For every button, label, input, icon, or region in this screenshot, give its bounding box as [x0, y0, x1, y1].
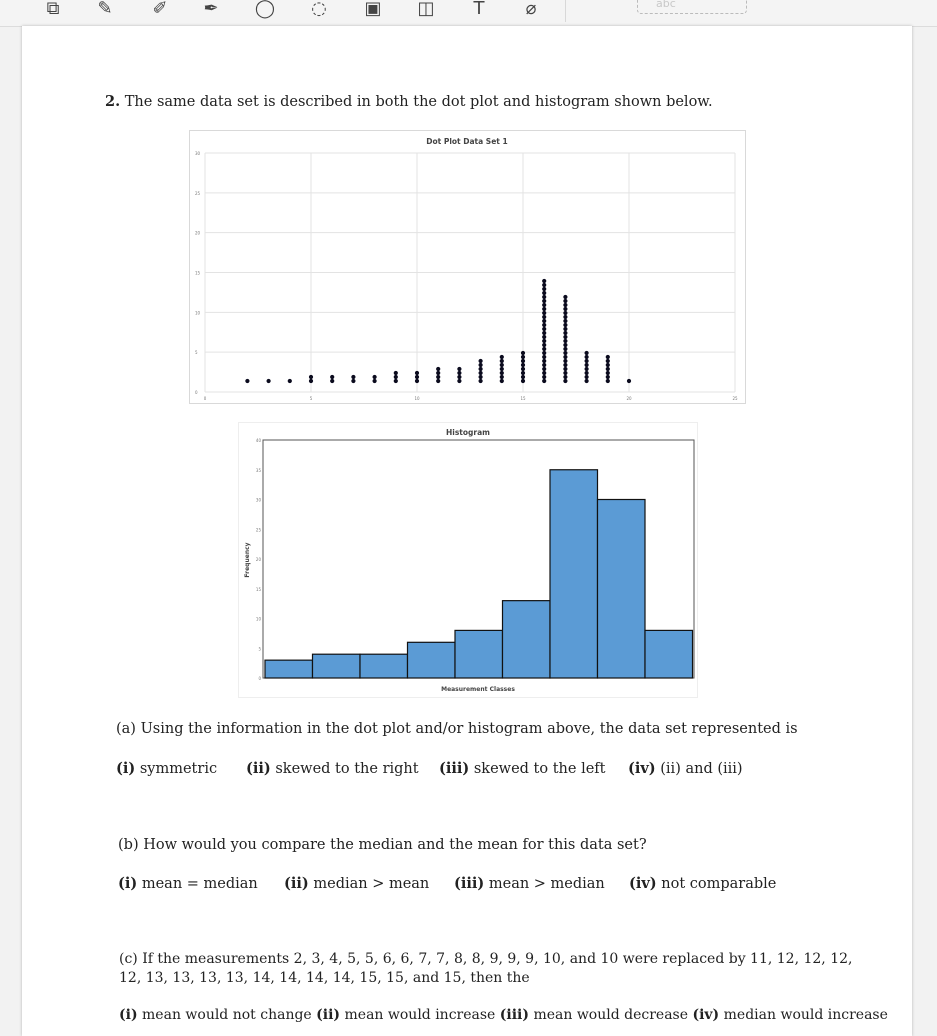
option-number: (ii)	[246, 760, 271, 777]
dot-plot-point	[521, 375, 525, 379]
dot-plot-x-tick: 25	[732, 396, 738, 401]
dot-plot-point	[479, 359, 483, 363]
dot-plot-point	[542, 375, 546, 379]
histogram-y-tick: 15	[255, 586, 261, 592]
part-c-option-1[interactable]	[119, 1007, 312, 1023]
annotation-toolbar	[0, 0, 937, 27]
histogram-bar	[598, 500, 646, 679]
part-b-option-4[interactable]	[629, 875, 776, 892]
histogram-bar	[313, 654, 361, 678]
dot-plot-point	[542, 319, 546, 323]
highlighter-icon[interactable]: ✐	[152, 0, 168, 19]
dot-plot-point	[542, 311, 546, 315]
option-text: mean = median	[141, 876, 258, 892]
histogram-y-tick: 35	[255, 467, 261, 473]
dot-plot-point	[330, 379, 334, 383]
dot-plot-point	[373, 379, 377, 383]
histogram-svg	[239, 423, 697, 697]
histogram-bar	[645, 630, 693, 678]
option-number: (ii)	[284, 875, 309, 892]
histogram-bar	[408, 642, 456, 678]
option-text: mean > median	[488, 876, 605, 892]
dot-plot-point	[563, 327, 567, 331]
dot-plot-point	[563, 343, 567, 347]
dot-plot-point	[521, 351, 525, 355]
part-c-option-2[interactable]	[316, 1007, 495, 1023]
dot-plot-title: Dot Plot Data Set 1	[426, 137, 508, 146]
dot-plot-point	[585, 371, 589, 375]
screenshot-icon[interactable]: ◫	[417, 0, 435, 19]
option-text: mean would decrease	[533, 1007, 689, 1023]
dot-plot-point	[479, 367, 483, 371]
option-number: (ii)	[316, 1007, 341, 1023]
dot-plot-point	[309, 379, 313, 383]
dot-plot-point	[542, 339, 546, 343]
dot-plot-y-tick: 0	[195, 390, 198, 395]
part-a-option-4[interactable]	[628, 760, 743, 777]
histogram-bar	[550, 470, 598, 678]
dot-plot-point	[563, 335, 567, 339]
dot-plot-point	[542, 371, 546, 375]
dot-plot-point	[436, 379, 440, 383]
dot-plot-point	[479, 375, 483, 379]
histogram-y-tick: 0	[258, 676, 261, 681]
dot-plot-point	[542, 367, 546, 371]
dot-plot-point	[563, 367, 567, 371]
dot-plot-y-tick: 10	[195, 310, 201, 316]
question-number: 2.	[105, 93, 121, 110]
dot-plot-point	[457, 379, 461, 383]
dot-plot-point	[585, 351, 589, 355]
dot-plot-point	[436, 371, 440, 375]
dot-plot-point	[457, 375, 461, 379]
histogram-bar	[503, 601, 551, 678]
dot-plot-point	[606, 371, 610, 375]
dot-plot-point	[542, 287, 546, 291]
dot-plot-point	[563, 371, 567, 375]
dot-plot-point	[436, 367, 440, 371]
dot-plot-point	[542, 303, 546, 307]
dot-plot-point	[563, 303, 567, 307]
option-text: median would increase	[723, 1007, 888, 1023]
dot-plot-point	[288, 379, 292, 383]
dot-plot-point	[542, 307, 546, 311]
dot-plot-point	[563, 323, 567, 327]
dot-plot-point	[542, 379, 546, 383]
part-a-option-3[interactable]	[439, 760, 606, 777]
histogram-x-axis-label: Measurement Classes	[441, 686, 515, 693]
dot-plot-x-tick: 10	[414, 396, 420, 401]
dot-plot-point	[521, 355, 525, 359]
option-text: skewed to the left	[473, 761, 606, 777]
dot-plot-point	[542, 299, 546, 303]
option-text: (ii) and (iii)	[660, 761, 743, 777]
dot-plot-point	[563, 307, 567, 311]
dot-plot-point	[542, 359, 546, 363]
dot-plot-x-tick: 20	[626, 396, 632, 401]
part-c-options	[119, 1007, 888, 1023]
dot-plot-point	[521, 359, 525, 363]
option-number: (i)	[116, 760, 136, 777]
dot-plot-point	[542, 363, 546, 367]
dot-plot-point	[542, 279, 546, 283]
dot-plot-y-tick: 25	[195, 190, 201, 196]
dot-plot-point	[606, 379, 610, 383]
dot-plot-point	[542, 343, 546, 347]
dot-plot-point	[542, 327, 546, 331]
dot-plot-point	[606, 375, 610, 379]
part-c-prompt-line-1: (c) If the measurements 2, 3, 4, 5, 5, 6, 6, 7, 7, 8, 8, 9, 9, 9, 10, and 10 were replaced by 11, 12, 12, 12,	[119, 951, 853, 967]
dot-plot-point	[563, 319, 567, 323]
dot-plot-point	[606, 359, 610, 363]
dot-plot-point	[563, 363, 567, 367]
histogram-bar	[455, 630, 503, 678]
pen-icon[interactable]: ✎	[97, 0, 113, 19]
dot-plot-point	[563, 347, 567, 351]
dot-plot-point	[457, 367, 461, 371]
dot-plot-point	[606, 363, 610, 367]
dot-plot-point	[563, 359, 567, 363]
option-number: (iii)	[439, 760, 470, 777]
histogram-bar	[265, 660, 313, 678]
dot-plot-point	[500, 371, 504, 375]
option-number: (iii)	[499, 1007, 529, 1023]
dot-plot-point	[542, 335, 546, 339]
text-tool-icon[interactable]: T	[473, 0, 485, 19]
dot-plot-x-tick: 0	[203, 396, 207, 401]
dot-plot-point	[606, 355, 610, 359]
dot-plot-point	[415, 375, 419, 379]
dot-plot-point	[521, 371, 525, 375]
crop-icon[interactable]: ⧉	[46, 0, 60, 19]
dot-plot-point	[563, 379, 567, 383]
histogram-y-axis-label: Frequency	[244, 542, 251, 578]
dot-plot-point	[563, 375, 567, 379]
dot-plot-point	[585, 355, 589, 359]
dot-plot-point	[521, 363, 525, 367]
question-text: The same data set is described in both the dot plot and histogram shown below.	[124, 94, 713, 110]
dot-plot-point	[563, 299, 567, 303]
dot-plot-point	[542, 283, 546, 287]
part-c-option-4[interactable]	[692, 1007, 887, 1023]
option-text: symmetric	[139, 761, 218, 777]
dot-plot-point	[500, 359, 504, 363]
dot-plot-y-tick: 20	[195, 230, 201, 236]
dot-plot-x-tick: 5	[309, 396, 313, 401]
dot-plot-point	[563, 315, 567, 319]
dot-plot-point	[585, 367, 589, 371]
dot-plot-point	[415, 371, 419, 375]
part-b-option-2[interactable]	[284, 875, 429, 892]
dot-plot-point	[436, 375, 440, 379]
eraser-icon[interactable]: ⌀	[525, 0, 537, 19]
dot-plot-point	[330, 375, 334, 379]
dot-plot-y-tick: 5	[195, 350, 198, 356]
dot-plot-point	[373, 375, 377, 379]
dot-plot-point	[479, 363, 483, 367]
dot-plot-point	[563, 351, 567, 355]
dot-plot-x-tick: 15	[520, 396, 526, 401]
dot-plot-point	[542, 331, 546, 335]
dot-plot-point	[500, 379, 504, 383]
histogram-y-tick: 40	[255, 438, 261, 443]
dot-plot-point	[606, 367, 610, 371]
part-c-option-3[interactable]	[500, 1007, 688, 1023]
dot-plot-point	[500, 363, 504, 367]
marker-icon[interactable]: ✒	[203, 0, 219, 19]
histogram-chart	[238, 422, 698, 698]
dot-plot-point	[394, 379, 398, 383]
option-text: not comparable	[661, 876, 777, 892]
part-a-prompt: (a) Using the information in the dot plot and/or histogram above, the data set represented is	[116, 721, 798, 737]
dot-plot-y-tick: 30	[195, 151, 201, 156]
option-text: mean would not change	[142, 1007, 312, 1023]
option-number: (i)	[118, 875, 138, 892]
image-icon[interactable]: ▣	[364, 0, 382, 19]
option-number: (i)	[119, 1007, 138, 1023]
part-b-option-3[interactable]	[454, 875, 605, 892]
option-text: skewed to the right	[275, 761, 419, 777]
dot-plot-point	[457, 371, 461, 375]
option-number: (iii)	[454, 875, 485, 892]
dot-plot-point	[563, 295, 567, 299]
dot-plot-point	[309, 375, 313, 379]
part-b-prompt: (b) How would you compare the median and the mean for this data set?	[118, 837, 647, 853]
dot-plot-point	[542, 291, 546, 295]
dot-plot-point	[542, 355, 546, 359]
dot-plot-point	[585, 363, 589, 367]
dot-plot-point	[627, 379, 631, 383]
dot-plot-point	[585, 379, 589, 383]
dot-plot-point	[394, 371, 398, 375]
part-a-option-1[interactable]	[116, 760, 217, 777]
dot-plot-y-tick: 15	[195, 270, 201, 276]
dot-plot-point	[542, 295, 546, 299]
dot-plot-point	[542, 323, 546, 327]
dot-plot-point	[563, 311, 567, 315]
histogram-y-tick: 5	[258, 646, 261, 652]
histogram-title: Histogram	[446, 428, 490, 437]
dot-plot-point	[521, 379, 525, 383]
dot-plot-point	[542, 315, 546, 319]
dot-plot-point	[479, 379, 483, 383]
shapes-icon[interactable]: ◯	[254, 0, 276, 19]
histogram-y-tick: 20	[255, 557, 261, 562]
dot-plot-chart	[189, 130, 746, 404]
dot-plot-point	[267, 379, 271, 383]
toolbar-separator	[565, 0, 566, 22]
option-number: (iv)	[692, 1007, 720, 1023]
dot-plot-point	[521, 367, 525, 371]
dot-plot-point	[500, 355, 504, 359]
option-number: (iv)	[629, 875, 657, 892]
histogram-y-tick: 10	[255, 616, 261, 622]
dot-plot-point	[542, 351, 546, 355]
dot-plot-point	[585, 375, 589, 379]
option-number: (iv)	[628, 760, 656, 777]
lasso-icon[interactable]: ◌	[311, 0, 327, 19]
dot-plot-point	[415, 379, 419, 383]
dot-plot-point	[563, 355, 567, 359]
dot-plot-svg	[190, 131, 745, 403]
histogram-y-tick: 25	[255, 527, 261, 533]
question-intro	[105, 93, 713, 110]
dot-plot-point	[245, 379, 249, 383]
dot-plot-point	[479, 371, 483, 375]
dot-plot-point	[542, 347, 546, 351]
histogram-y-tick: 30	[255, 497, 261, 503]
dot-plot-point	[500, 367, 504, 371]
histogram-bar	[360, 654, 408, 678]
dot-plot-point	[394, 375, 398, 379]
dot-plot-point	[585, 359, 589, 363]
part-b-option-1[interactable]	[118, 875, 258, 892]
part-a-option-2[interactable]	[246, 760, 419, 777]
document-page	[22, 26, 912, 1036]
dot-plot-point	[563, 339, 567, 343]
option-text: median > mean	[313, 876, 430, 892]
dot-plot-point	[563, 331, 567, 335]
dot-plot-point	[351, 375, 355, 379]
part-c-prompt-line-2: 12, 13, 13, 13, 13, 14, 14, 14, 14, 15, 15, and 15, then the	[119, 970, 530, 986]
option-text: mean would increase	[344, 1007, 496, 1023]
dot-plot-point	[500, 375, 504, 379]
dot-plot-point	[351, 379, 355, 383]
text-box-placeholder[interactable]: abc	[637, 0, 747, 14]
